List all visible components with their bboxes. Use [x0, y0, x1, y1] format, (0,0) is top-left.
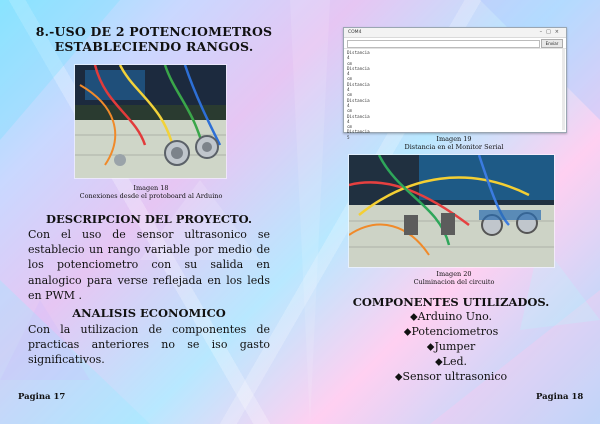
figure-18-caption	[40, 184, 262, 200]
page-number-right: Pagina 18	[536, 392, 584, 402]
serial-output-line: cm	[347, 108, 353, 114]
window-title: COM4	[348, 30, 362, 35]
serial-output-line: cm	[347, 76, 353, 82]
figure-20-text: Culminacion del circuito	[413, 278, 495, 286]
close-icon[interactable]: ×	[554, 29, 563, 35]
figure-19-label: Imagen 19	[436, 135, 472, 143]
figure-19-caption	[343, 135, 565, 151]
serial-output-line: Distancia	[347, 81, 370, 87]
serial-output-line: cm	[347, 60, 353, 66]
economic-heading: ANALISIS ECONOMICO	[72, 306, 226, 320]
serial-input-row	[344, 38, 566, 49]
economic-text: Con la utilizacion de componentes de practicas anteriores no se iso gasto significativos.	[28, 323, 270, 367]
serial-output-line: Distancia	[347, 113, 370, 119]
figure-18-label: Imagen 18	[133, 184, 169, 192]
serial-input[interactable]	[347, 40, 540, 48]
component-item: ⬥Sensor ultrasonico	[394, 370, 508, 383]
page-number-left: Pagina 17	[18, 392, 66, 402]
serial-output-line: 4	[347, 55, 350, 61]
component-item: ⬥Potenciometros	[403, 325, 499, 338]
serial-output	[344, 49, 566, 141]
protoboard-photo	[75, 65, 226, 178]
serial-output-line: Distancia	[347, 97, 370, 103]
description-heading: DESCRIPCION DEL PROYECTO.	[46, 212, 252, 226]
serial-output-line: 4	[347, 71, 350, 77]
scrollbar[interactable]	[562, 49, 565, 130]
serial-output-line: 4	[347, 118, 350, 124]
component-item: ⬥Led.	[434, 355, 468, 368]
components-heading: COMPONENTES UTILIZADOS.	[352, 295, 550, 309]
serial-output-line: cm	[347, 124, 353, 130]
figure-20-label: Imagen 20	[436, 270, 472, 278]
page-title: 8.-USO DE 2 POTENCIOMETROS ESTABLECIENDO RANGOS.	[35, 24, 273, 54]
description-text: Con el uso de sensor ultrasonico se establecio un rango variable por medio de los potenciometro con su salida en analogico para verse reflejada en los leds en PWM .	[28, 228, 270, 302]
figure-18-text: Conexiones desde el protoboard al Arduino	[79, 192, 223, 200]
serial-output-line: 4	[347, 87, 350, 93]
window-controls	[540, 28, 563, 37]
circuit-photo	[349, 155, 554, 267]
figure-19-text: Distancia en el Monitor Serial	[404, 143, 504, 151]
maximize-icon[interactable]: □	[546, 29, 555, 35]
serial-output-line: Distancia	[347, 50, 370, 55]
figure-20-caption	[343, 270, 565, 286]
component-item: ⬥Jumper	[426, 340, 476, 353]
serial-output-line: cm	[347, 92, 353, 98]
component-item: ⬥Arduino Uno.	[409, 310, 493, 323]
serial-output-line: Distancia	[347, 129, 370, 135]
serial-output-line: 4	[347, 102, 350, 108]
minimize-icon[interactable]: –	[539, 29, 547, 35]
serial-monitor-titlebar	[344, 28, 566, 38]
send-button[interactable]: Enviar	[541, 39, 563, 48]
serial-output-line: Distancia	[347, 65, 370, 71]
serial-output-line: 5	[347, 134, 350, 140]
